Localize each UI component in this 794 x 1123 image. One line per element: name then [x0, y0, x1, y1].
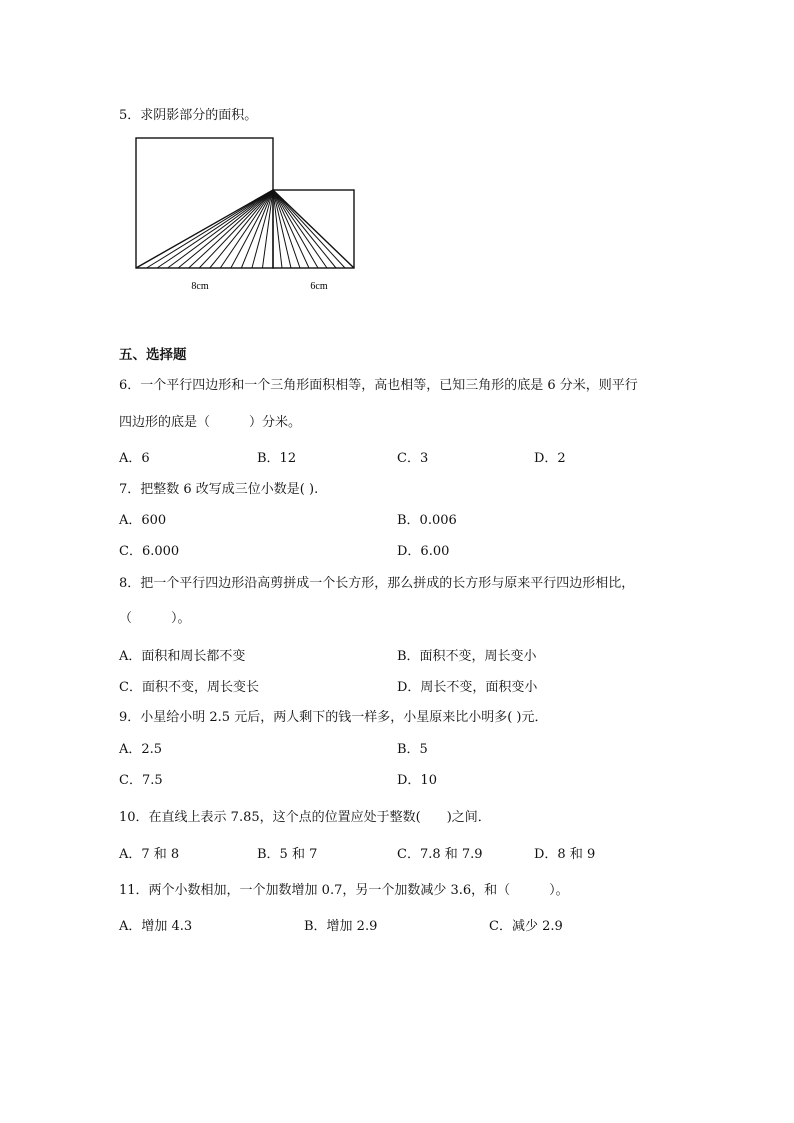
q7-option-b[interactable]: B．0.006: [397, 513, 457, 528]
q11-option-c[interactable]: C．减少 2.9: [489, 919, 563, 934]
diagonal-right: [273, 190, 354, 268]
q9-option-d[interactable]: D．10: [397, 773, 437, 788]
q6-option-b[interactable]: B．12: [257, 451, 297, 466]
label-8cm: 8cm: [191, 281, 209, 292]
question-9-text: 9．小星给小明 2.5 元后，两人剩下的钱一样多，小星原来比小明多( )元．: [119, 710, 548, 725]
q7-option-d[interactable]: D．6.00: [397, 544, 450, 559]
q6-option-d[interactable]: D．2: [534, 451, 566, 466]
q6-option-a[interactable]: A．6: [119, 451, 150, 466]
question-7-text: 7．把整数 6 改写成三位小数是( ).: [119, 482, 319, 497]
hatch-line: [273, 190, 309, 268]
q8-option-a[interactable]: A．面积和周长都不变: [119, 649, 246, 664]
q10-option-d[interactable]: D．8 和 9: [534, 847, 596, 862]
question-8-line-1: 8．把一个平行四边形沿高剪拼成一个长方形，那么拼成的长方形与原来平行四边形相比，: [119, 576, 635, 591]
question-11-text: 11．两个小数相加，一个加数增加 0.7，另一个加数减少 3.6，和（ ）。: [119, 883, 569, 898]
hatch-line: [189, 190, 273, 268]
q10-option-a[interactable]: A．7 和 8: [119, 847, 180, 862]
q6-option-c[interactable]: C．3: [397, 451, 429, 466]
label-6cm: 6cm: [310, 281, 328, 292]
shaded-area-figure: [128, 132, 368, 302]
shaded-triangle-hatching: [147, 190, 345, 268]
q8-option-d[interactable]: D．周长不变，面积变小: [397, 680, 538, 695]
q9-option-b[interactable]: B．5: [397, 742, 428, 757]
hatch-line: [273, 190, 345, 268]
section-title: 五、选择题: [119, 347, 187, 363]
question-6-line-1: 6．一个平行四边形和一个三角形面积相等，高也相等，已知三角形的底是 6 分米，则平行: [119, 378, 638, 393]
q8-option-b[interactable]: B．面积不变，周长变小: [397, 649, 537, 664]
q9-option-a[interactable]: A．2.5: [119, 742, 163, 757]
question-6-line-2: 四边形的底是（ ）分米。: [119, 415, 302, 430]
hatch-line: [210, 190, 273, 268]
q9-option-c[interactable]: C．7.5: [119, 773, 163, 788]
question-10-text: 10．在直线上表示 7.85，这个点的位置应处于整数( )之间．: [119, 810, 491, 825]
hatch-line: [157, 190, 273, 268]
hatch-line: [178, 190, 273, 268]
q11-option-b[interactable]: B．增加 2.9: [304, 919, 378, 934]
q7-option-c[interactable]: C．6.000: [119, 544, 180, 559]
question-8-line-2: （ ）。: [119, 611, 191, 626]
q10-option-b[interactable]: B．5 和 7: [257, 847, 318, 862]
q7-option-a[interactable]: A．600: [119, 513, 167, 528]
question-5-text: 5．求阴影部分的面积。: [119, 108, 258, 123]
q8-option-c[interactable]: C．面积不变，周长变长: [119, 680, 259, 695]
q10-option-c[interactable]: C．7.8 和 7.9: [397, 847, 483, 862]
q11-option-a[interactable]: A．增加 4.3: [119, 919, 193, 934]
